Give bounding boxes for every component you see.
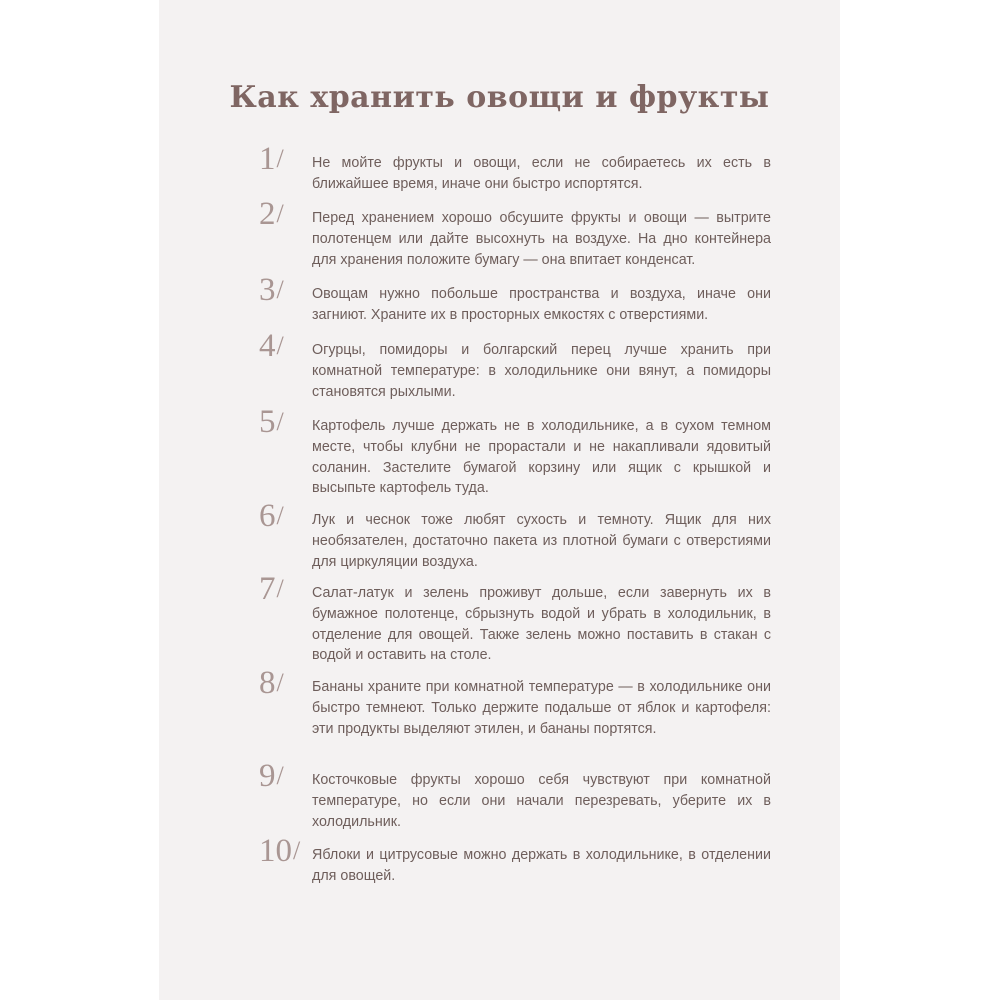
tip-text: Перед хранением хорошо обсушите фрукты и овощи — вытрите полотенцем или дайте высохнуть на воздухе. На дно контейнера для хранения положите бумагу — она впитает конденсат. xyxy=(312,210,771,268)
tip-number: 1/ xyxy=(259,141,284,177)
tip-text: Лук и чеснок тоже любят сухость и темноту. Ящик для них необязателен, достаточно пакета из плотной бумаги с отверстиями для циркуляции воздуха. xyxy=(312,512,771,570)
tip-number: 2/ xyxy=(259,196,284,232)
tip-text: Овощам нужно побольше пространства и воздуха, иначе они загниют. Храните их в просторных емкостях с отверстиями. xyxy=(312,286,771,323)
tip-number: 3/ xyxy=(259,272,284,308)
tip-number: 8/ xyxy=(259,665,284,701)
tip-number: 7/ xyxy=(259,571,284,607)
tip-text: Картофель лучше держать не в холодильнике, а в сухом темном месте, чтобы клубни не прорастали и не накапливали ядовитый соланин. Застелите бумагой корзину или ящик с крышкой и высыпьте картофель туда. xyxy=(312,418,771,497)
document-page xyxy=(159,0,840,1000)
tip-text: Яблоки и цитрусовые можно держать в холодильнике, в отделении для овощей. xyxy=(312,847,771,884)
tip-text: Косточковые фрукты хорошо себя чувствуют при комнатной температуре, но если они начали перезревать, уберите их в холодильник. xyxy=(312,772,771,830)
tip-text: Бананы храните при комнатной температуре — в холодильнике они быстро темнеют. Только держите подальше от яблок и картофеля: эти продукты выделяют этилен, и бананы портятся. xyxy=(312,679,771,737)
tip-text: Огурцы, помидоры и болгарский перец лучше хранить при комнатной температуре: в холодильнике они вянут, а помидоры становятся рыхлыми. xyxy=(312,342,771,400)
tip-number: 6/ xyxy=(259,498,284,534)
tip-number: 5/ xyxy=(259,404,284,440)
tip-text: Салат-латук и зелень проживут дольше, если завернуть их в бумажное полотенце, сбрызнуть водой и убрать в холодильник, в отделение для овощей. Также зелень можно поставить в стакан с водой и оставить на столе. xyxy=(312,585,771,664)
tip-number: 9/ xyxy=(259,758,284,794)
tip-text: Не мойте фрукты и овощи, если не собираетесь их есть в ближайшее время, иначе они быстро испортятся. xyxy=(312,155,771,192)
tip-number: 10/ xyxy=(259,833,301,869)
page-title: Как хранить овощи и фрукты xyxy=(229,80,770,115)
tip-number: 4/ xyxy=(259,328,284,364)
